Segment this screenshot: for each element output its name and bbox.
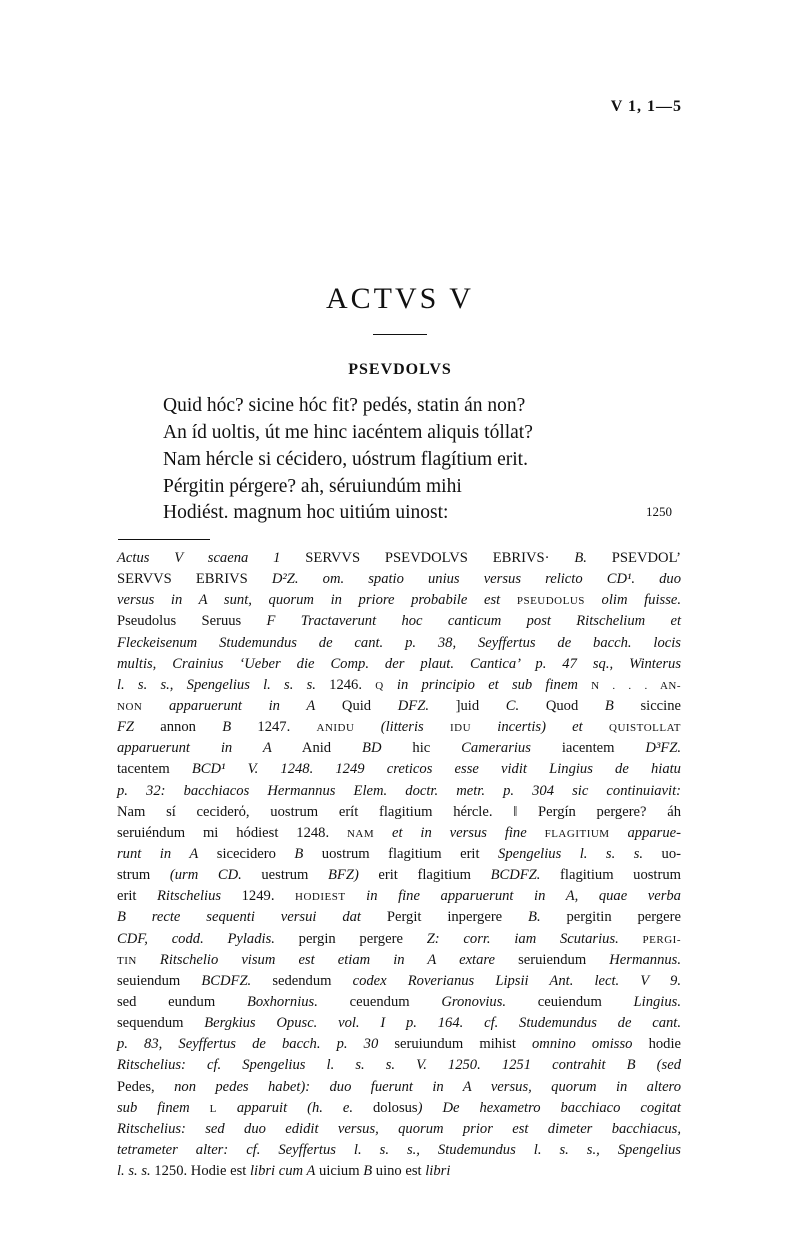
apparatus-text: [217, 1100, 237, 1116]
apparatus-text: D³FZ.: [645, 740, 681, 757]
apparatus-text: D²Z.: [271, 571, 299, 588]
apparatus-line: [117, 929, 681, 950]
apparatus-text: L: [209, 1102, 217, 1115]
apparatus-text: C.: [505, 697, 520, 714]
verse-line-5: Hodiést. magnum hoc uitiúm uinost:: [163, 502, 449, 523]
apparatus-text: omnino omisso: [532, 1036, 633, 1053]
apparatus-text: Fleckeisenum Studemundus de cant. p. 38, Seyffertus de bacch. locis: [117, 634, 681, 651]
apparatus-text: runt in A: [117, 845, 199, 862]
apparatus-text: SERVVS PSEVDOLVS EBRIVS·: [280, 550, 575, 566]
apparatus-text: 1247.: [231, 719, 317, 736]
verse-line-2: An íd uoltis, út me hinc iacéntem aliquis tóllat?: [163, 422, 533, 443]
apparatus-text: apparuerunt in A: [169, 697, 316, 714]
apparatus-line: [117, 717, 681, 738]
apparatus-text: [471, 719, 497, 735]
apparatus-text: Anid: [271, 740, 363, 757]
apparatus-text: strum: [117, 867, 170, 884]
apparatus-text: sedendum: [251, 972, 353, 989]
apparatus-line: [117, 907, 681, 928]
apparatus-text: DFZ.: [397, 697, 429, 714]
apparatus-text: om. spatio unius versus relicto CD¹.: [322, 571, 636, 588]
verse-line-1: Quid hóc? sicine hóc fit? pedés, statin án non?: [163, 395, 526, 416]
apparatus-text: V. 1248. 1249 creticos esse vidit Lingius de hiatu: [247, 761, 681, 778]
apparatus-text: sequendum: [117, 1015, 205, 1032]
apparatus-text: seruiéndum mi hódiest 1248.: [117, 824, 347, 841]
apparatus-line: [117, 738, 681, 759]
apparatus-text: cf. Studemundus de cant.: [484, 1015, 682, 1032]
apparatus-text: seuiendum: [117, 972, 202, 989]
apparatus-text: Ritschelius: cf. Spengelius l. s. s.: [117, 1057, 396, 1074]
apparatus-text: apparuerunt in A: [117, 740, 272, 757]
apparatus-text: ceuiendum: [506, 993, 634, 1010]
apparatus-text: PSEUDOLUS: [516, 595, 585, 608]
apparatus-text: hic: [381, 740, 462, 757]
apparatus-text: FZ: [117, 719, 135, 736]
apparatus-text: apparuit (h. e.: [236, 1099, 354, 1116]
apparatus-line: [117, 590, 681, 611]
verse-line-3: Nam hércle si cécidero, uóstrum flagítium erit.: [163, 449, 528, 470]
apparatus-text: [346, 888, 367, 904]
apparatus-text: [354, 719, 380, 735]
apparatus-text: dolosus: [353, 1099, 418, 1116]
apparatus-text: F: [266, 613, 276, 630]
apparatus-text: Pergit inpergere: [360, 909, 529, 926]
apparatus-text: TIN: [117, 954, 137, 967]
apparatus-line: [117, 1055, 681, 1076]
apparatus-text: Nam sí ceciderό, uostrum erít flagitium hércle. ‖ Pergín pergere? áh: [117, 803, 681, 820]
apparatus-line: [117, 633, 681, 654]
apparatus-text: non pedes habet): duo fuerunt in A versus, quorum in altero: [174, 1078, 681, 1095]
apparatus-text: libri: [425, 1163, 451, 1180]
apparatus-text: Ritschelius: [157, 888, 222, 905]
apparatus-text: uostrum flagitium erit: [303, 845, 499, 862]
apparatus-text: p. 32: bacchiacos Hermannus Elem. doctr. metr. p. 304 sic continuiavit:: [117, 782, 681, 799]
apparatus-text: Actus V scaena 1: [117, 550, 281, 566]
apparatus-text: pergitin pergere: [540, 909, 681, 926]
apparatus-text: Quod: [519, 697, 605, 714]
apparatus-text: ceuendum: [317, 993, 442, 1010]
apparatus-line: [117, 1140, 681, 1161]
apparatus-text: [225, 761, 247, 777]
apparatus-text: duo: [659, 571, 681, 588]
apparatus-text: BD: [362, 740, 382, 757]
apparatus-line: [117, 865, 681, 886]
apparatus-text: Boxhornius.: [246, 993, 318, 1010]
apparatus-text: NON: [117, 700, 143, 713]
apparatus-text: Bergkius Opusc. vol. I p. 164.: [204, 1015, 464, 1032]
apparatus-line: [117, 611, 681, 632]
apparatus-text: pergin pergere: [274, 930, 427, 947]
apparatus-text: PSEVDOL’: [586, 550, 681, 566]
footnote-divider: [118, 539, 210, 540]
apparatus-text: Z: corr. iam Scutarius.: [426, 930, 619, 947]
apparatus-text: B: [294, 845, 304, 862]
apparatus-text: Lingius.: [633, 993, 681, 1010]
apparatus-text: codex Roverianus Lipsii Ant. lect. V 9.: [352, 972, 681, 989]
apparatus-text: uestrum: [241, 867, 328, 884]
verse-line-4: Pérgitin pérgere? ah, séruiundúm mihi: [163, 476, 462, 497]
apparatus-text: ]uid: [428, 697, 506, 714]
apparatus-text: uino est: [372, 1163, 426, 1180]
apparatus-line: [117, 1077, 681, 1098]
apparatus-text: Ritschelio visum est etiam in A extare: [159, 951, 496, 968]
apparatus-text: [500, 592, 517, 608]
apparatus-line: [117, 1013, 681, 1034]
apparatus-text: Pseudolus Seruus: [117, 613, 267, 630]
apparatus-text: Spengelius l. s. s.: [498, 845, 644, 862]
apparatus-text: flagitium uostrum: [540, 867, 681, 884]
apparatus-text: Camerarius: [461, 740, 531, 757]
apparatus-text: B.: [528, 909, 541, 926]
line-number: 1250: [646, 504, 672, 519]
apparatus-text: Ritschelius: sed duo edidit versus, quorum prior est dimeter bacchiacus,: [117, 1120, 681, 1137]
apparatus-text: BFZ): [328, 867, 359, 884]
apparatus-text: 1250. Hodie est: [150, 1163, 250, 1180]
apparatus-text: [463, 1015, 484, 1031]
apparatus-text: seruiendum: [495, 951, 610, 968]
apparatus-text: [422, 1100, 442, 1116]
apparatus-line: [117, 696, 681, 717]
apparatus-text: [610, 825, 628, 841]
critical-apparatus: [117, 548, 681, 1182]
apparatus-text: NAM: [346, 827, 375, 840]
apparatus-text: [583, 719, 609, 735]
apparatus-text: l. s. s.: [117, 1163, 151, 1180]
apparatus-line: [117, 950, 681, 971]
apparatus-text: olim fuisse.: [601, 592, 682, 609]
apparatus-line: [117, 569, 681, 590]
apparatus-text: et in versus fine: [392, 824, 527, 841]
apparatus-line: [117, 781, 681, 802]
running-head: V 1, 1—5: [610, 98, 682, 115]
apparatus-text: (urm CD.: [169, 867, 242, 884]
apparatus-text: annon: [134, 719, 223, 736]
apparatus-text: QUISTOLLAT: [609, 722, 682, 735]
apparatus-line: [117, 886, 681, 907]
apparatus-text: versus in A sunt, quorum in priore probabile est: [117, 592, 501, 609]
apparatus-text: [635, 571, 659, 587]
apparatus-line: [117, 675, 681, 696]
apparatus-text: N . . . AN-: [591, 679, 682, 692]
apparatus-text: in fine apparuerunt in A, quae verba: [366, 888, 681, 905]
apparatus-text: B: [363, 1163, 373, 1180]
apparatus-text: seruiundum mihist: [378, 1036, 532, 1053]
act-title: ACTVS V: [326, 282, 474, 315]
apparatus-text: Gronovius.: [441, 993, 507, 1010]
apparatus-text: IDU: [449, 722, 472, 735]
apparatus-text: V. 1250. 1251 contrahit B (sed: [416, 1057, 681, 1074]
apparatus-line: [117, 802, 681, 823]
apparatus-text: [374, 825, 392, 841]
title-divider: [373, 334, 427, 335]
apparatus-text: [384, 677, 397, 693]
apparatus-text: [275, 613, 300, 629]
apparatus-line: [117, 654, 681, 675]
apparatus-line: [117, 548, 681, 569]
apparatus-text: 1246.: [315, 676, 376, 693]
apparatus-text: Quid: [315, 697, 398, 714]
apparatus-line: [117, 1119, 681, 1140]
apparatus-text: SERVVS EBRIVS: [117, 571, 272, 588]
apparatus-text: [190, 1100, 210, 1116]
apparatus-text: [395, 1057, 416, 1073]
apparatus-text: 1249.: [221, 888, 296, 905]
apparatus-text: ): [417, 1099, 423, 1116]
apparatus-text: [424, 719, 450, 735]
apparatus-text: [299, 571, 323, 587]
apparatus-text: [527, 825, 545, 841]
apparatus-text: [578, 677, 591, 693]
apparatus-text: FLAGITIUM: [544, 827, 610, 840]
apparatus-text: sicecidero: [198, 845, 295, 862]
apparatus-text: BCDFZ.: [201, 972, 252, 989]
apparatus-text: CDF, codd. Pyladis.: [117, 930, 275, 947]
apparatus-text: [585, 592, 602, 608]
apparatus-text: erit: [117, 888, 158, 905]
apparatus-text: siccine: [613, 697, 681, 714]
apparatus-text: PERGI-: [642, 933, 681, 946]
apparatus-line: [117, 759, 681, 780]
apparatus-text: libri cum A: [249, 1163, 316, 1180]
apparatus-line: [117, 844, 681, 865]
apparatus-text: Pedes,: [117, 1078, 175, 1095]
apparatus-text: uo-: [643, 845, 681, 862]
apparatus-text: sub finem: [117, 1099, 190, 1116]
apparatus-text: multis, Crainius ‘Ueber die Comp. der plaut. Cantica’ p. 47 sq., Winterus: [117, 655, 681, 672]
apparatus-text: B: [222, 719, 232, 736]
apparatus-text: (litteris: [380, 719, 424, 736]
apparatus-text: Tractaverunt hoc canticum post Ritschelium et: [300, 613, 682, 630]
apparatus-line: [117, 823, 681, 844]
apparatus-text: tetrameter alter: cf. Seyffertus l. s. s., Studemundus l. s. s., Spengelius: [117, 1141, 681, 1158]
apparatus-line: [117, 1098, 681, 1119]
apparatus-text: [142, 698, 169, 714]
apparatus-text: De hexametro bacchiaco cogitat: [442, 1099, 681, 1116]
apparatus-text: Q: [375, 679, 384, 692]
apparatus-text: [619, 931, 643, 947]
apparatus-line: [117, 1034, 681, 1055]
apparatus-text: tacentem: [117, 761, 192, 778]
apparatus-line: [117, 1161, 681, 1182]
apparatus-line: [117, 992, 681, 1013]
apparatus-text: incertis) et: [497, 719, 583, 736]
apparatus-text: BCDFZ.: [490, 867, 541, 884]
apparatus-text: [137, 952, 160, 968]
apparatus-text: hodie: [632, 1036, 681, 1053]
apparatus-text: B.: [574, 550, 587, 566]
apparatus-text: in principio et sub finem: [396, 676, 578, 693]
apparatus-line: [117, 971, 681, 992]
apparatus-text: B: [604, 697, 614, 714]
apparatus-text: erit flagitium: [358, 867, 491, 884]
apparatus-text: sed eundum: [117, 993, 247, 1010]
apparatus-text: apparue-: [627, 824, 681, 841]
apparatus-text: l. s. s., Spengelius l. s. s.: [117, 676, 316, 693]
apparatus-text: p. 83, Seyffertus de bacch. p. 30: [117, 1036, 379, 1053]
apparatus-text: ANIDU: [316, 722, 355, 735]
apparatus-text: B recte sequenti versui dat: [117, 909, 361, 926]
apparatus-text: Hermannus.: [609, 951, 682, 968]
apparatus-text: uicium: [315, 1163, 364, 1180]
apparatus-text: iacentem: [530, 740, 646, 757]
apparatus-text: BCD¹: [191, 761, 226, 778]
scene-title: PSEVDOLVS: [348, 361, 452, 378]
apparatus-text: HODIEST: [295, 891, 346, 904]
